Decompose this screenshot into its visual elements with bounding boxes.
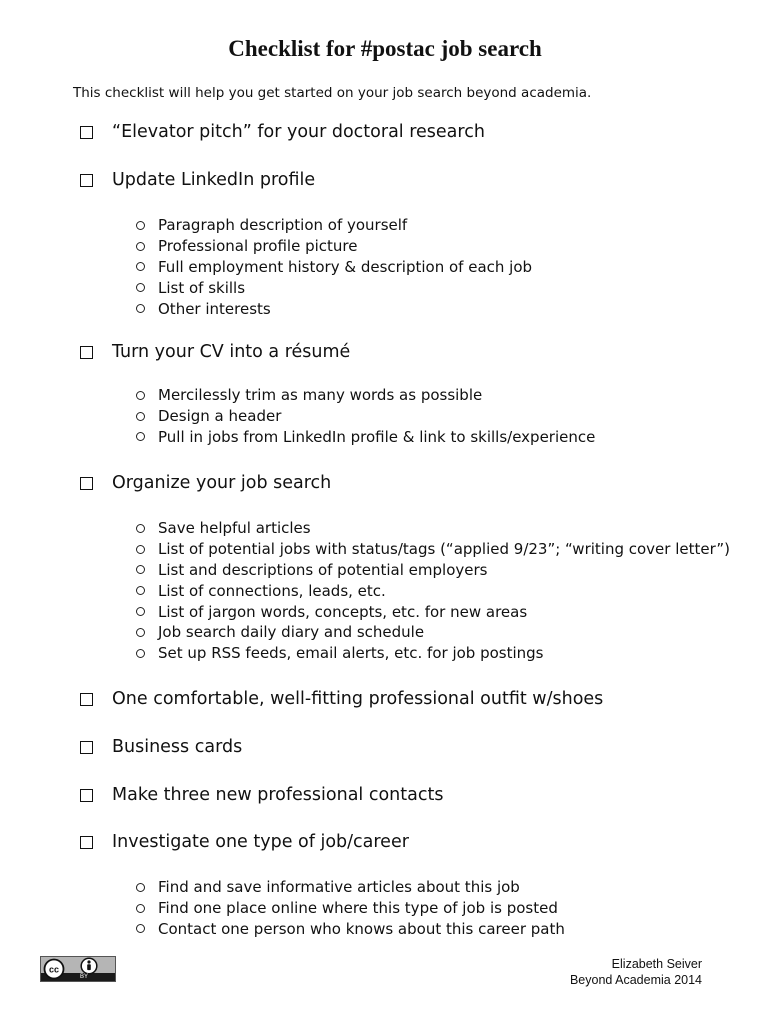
list-item: [136, 406, 595, 427]
list-item-text: Find one place online where this type of job is posted: [158, 899, 558, 918]
list-item: [136, 215, 532, 236]
list-item-text: Job search daily diary and schedule: [158, 623, 425, 642]
checklist-item-outfit[interactable]: [80, 689, 603, 709]
checkbox-icon[interactable]: [80, 477, 93, 490]
checklist-item-label: One comfortable, well-fitting professional outfit w/shoes: [112, 689, 604, 709]
circle-bullet-icon: [136, 242, 145, 251]
circle-bullet-icon: [136, 524, 145, 533]
cc-icon: [43, 958, 65, 980]
checkbox-icon[interactable]: [80, 741, 93, 754]
author-name: Elizabeth Seiver: [611, 957, 702, 971]
list-item-text: Mercilessly trim as many words as possible: [158, 386, 483, 405]
list-item: [136, 919, 565, 940]
list-item-text: Other interests: [158, 299, 271, 318]
list-item-text: Save helpful articles: [158, 519, 311, 538]
list-item-text: Find and save informative articles about this job: [158, 878, 520, 897]
list-item-text: List of connections, leads, etc.: [158, 581, 386, 600]
list-item: [136, 385, 595, 406]
list-item-text: Design a header: [158, 407, 282, 426]
circle-bullet-icon: [136, 283, 145, 292]
circle-bullet-icon: [136, 565, 145, 574]
circle-bullet-icon: [136, 412, 145, 421]
sub-list-investigate: [136, 877, 565, 939]
list-item: [136, 622, 730, 643]
sub-list-linkedin: [136, 215, 532, 319]
list-item-text: Professional profile picture: [158, 237, 358, 256]
circle-bullet-icon: [136, 649, 145, 658]
intro-text: This checklist will help you get started on your job search beyond academia.: [73, 85, 592, 101]
sub-list-organize: [136, 518, 730, 664]
checklist-item-cv-resume[interactable]: [80, 342, 350, 362]
circle-bullet-icon: [136, 924, 145, 933]
list-item-text: List and descriptions of potential employers: [158, 560, 488, 579]
list-item: [136, 539, 730, 560]
checkbox-icon[interactable]: [80, 174, 93, 187]
list-item: [136, 898, 565, 919]
checklist-item-label: Investigate one type of job/career: [112, 832, 409, 852]
page-title: Checklist for #postac job search: [228, 36, 542, 61]
checklist-item-label: “Elevator pitch” for your doctoral research: [112, 122, 485, 142]
list-item: [136, 877, 565, 898]
circle-bullet-icon: [136, 628, 145, 637]
checklist-item-label: Make three new professional contacts: [112, 785, 444, 805]
list-item-text: Pull in jobs from LinkedIn profile & link to skills/experience: [158, 427, 596, 446]
list-item: [136, 580, 730, 601]
checklist-item-investigate[interactable]: [80, 832, 409, 852]
checklist-item-label: Organize your job search: [112, 473, 332, 493]
list-item: [136, 277, 532, 298]
sub-list-cv-resume: [136, 385, 595, 447]
checklist-item-business-cards[interactable]: [80, 737, 242, 757]
checkbox-icon[interactable]: [80, 346, 93, 359]
list-item: [136, 518, 730, 539]
list-item-text: List of potential jobs with status/tags (“applied 9/23”; “writing cover letter”): [158, 540, 731, 559]
author-credit: [570, 956, 702, 988]
list-item: [136, 560, 730, 581]
license-label: BY: [80, 974, 89, 980]
checklist-item-label: Update LinkedIn profile: [112, 170, 316, 190]
checkbox-icon[interactable]: [80, 836, 93, 849]
checkbox-icon[interactable]: [80, 693, 93, 706]
circle-bullet-icon: [136, 586, 145, 595]
circle-bullet-icon: [136, 304, 145, 313]
checklist-item-elevator-pitch[interactable]: [80, 122, 485, 142]
circle-bullet-icon: [136, 391, 145, 400]
list-item: [136, 236, 532, 257]
circle-bullet-icon: [136, 904, 145, 913]
checklist-item-contacts[interactable]: [80, 785, 443, 805]
checkbox-icon[interactable]: [80, 789, 93, 802]
checklist-item-linkedin[interactable]: [80, 170, 315, 190]
list-item-text: List of skills: [158, 278, 246, 297]
circle-bullet-icon: [136, 607, 145, 616]
list-item: [136, 427, 595, 448]
organization-name: Beyond Academia 2014: [569, 973, 702, 987]
list-item-text: Full employment history & description of each job: [158, 257, 533, 276]
circle-bullet-icon: [136, 262, 145, 271]
list-item: [136, 298, 532, 319]
list-item-text: Paragraph description of yourself: [158, 216, 408, 235]
list-item-text: Set up RSS feeds, email alerts, etc. for job postings: [158, 644, 544, 663]
list-item-text: List of jargon words, concepts, etc. for new areas: [158, 602, 528, 621]
circle-bullet-icon: [136, 883, 145, 892]
list-item: [136, 643, 730, 664]
cc-by-license-badge[interactable]: [40, 956, 116, 982]
list-item: [136, 257, 532, 278]
circle-bullet-icon: [136, 545, 145, 554]
checklist-item-label: Business cards: [112, 737, 243, 757]
checklist-item-label: Turn your CV into a résumé: [112, 342, 351, 362]
circle-bullet-icon: [136, 221, 145, 230]
list-item: [136, 601, 730, 622]
checkbox-icon[interactable]: [80, 126, 93, 139]
checklist-item-organize[interactable]: [80, 473, 331, 493]
svg-text:cc: cc: [48, 964, 60, 975]
circle-bullet-icon: [136, 432, 145, 441]
list-item-text: Contact one person who knows about this career path: [158, 919, 565, 938]
